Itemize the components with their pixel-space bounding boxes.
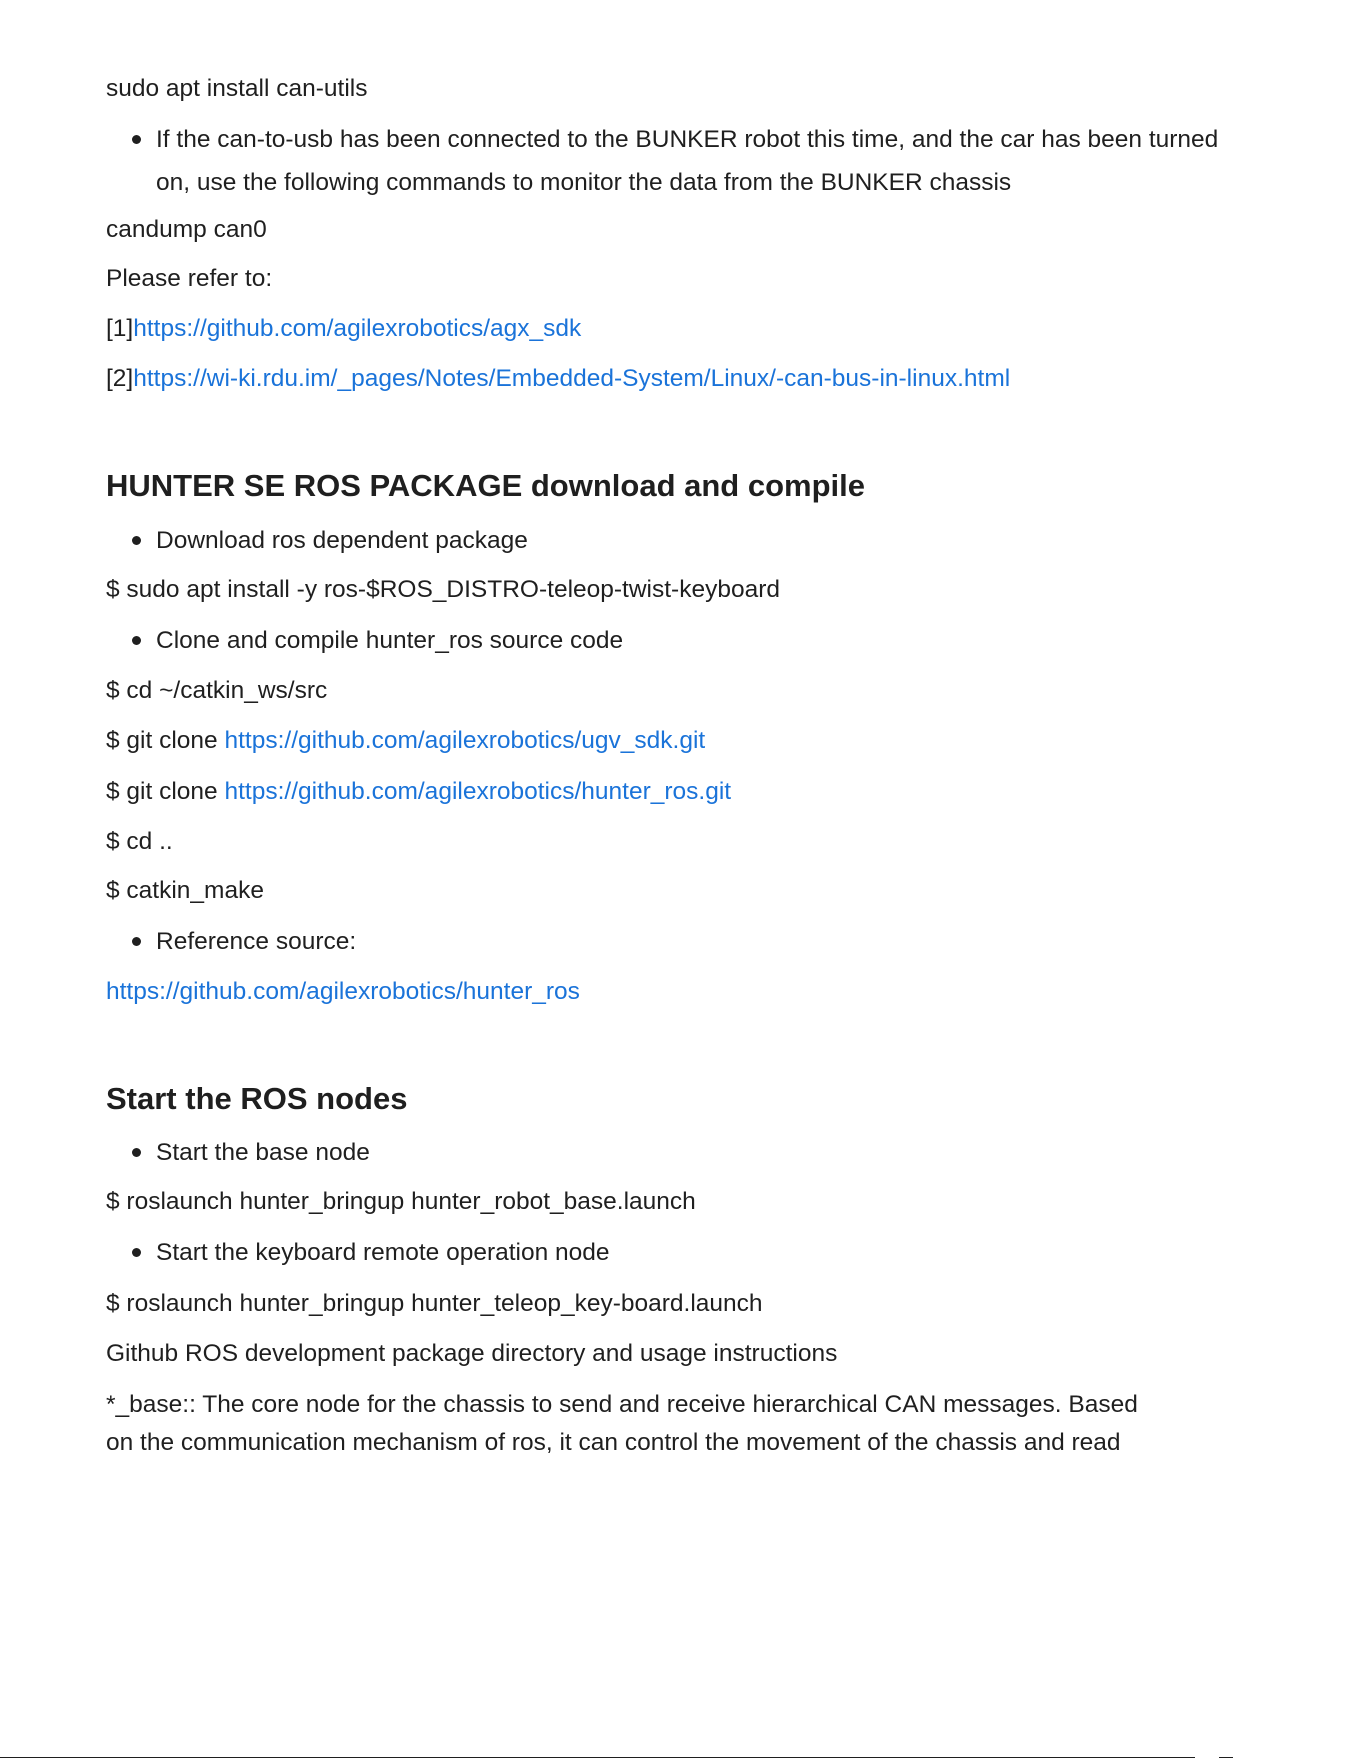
command-git-clone-ugv-sdk <box>106 719 705 762</box>
bullet-clone-compile-text: Clone and compile hunter_ros source code <box>156 627 624 654</box>
base-description-line-2: on the communication mechanism of ros, it can control the movement of the chassis and read <box>106 1429 1121 1456</box>
bullet-keyboard-node-text: Start the keyboard remote operation node <box>156 1239 610 1266</box>
base-description-line-1: *_base:: The core node for the chassis to send and receive hierarchical CAN messages. Based <box>106 1391 1138 1418</box>
reference-2 <box>106 357 1010 400</box>
hunter-ros-link[interactable]: https://github.com/agilexrobotics/hunter_ros <box>106 978 580 1005</box>
command-cd-src: $ cd ~/catkin_ws/src <box>106 677 328 704</box>
command-candump: candump can0 <box>106 216 267 243</box>
bullet-download-dependent-text: Download ros dependent package <box>156 527 528 554</box>
reference-1-prefix: [1] <box>106 315 134 342</box>
ugv-sdk-link[interactable]: https://github.com/agilexrobotics/ugv_sdk.git <box>224 727 706 754</box>
command-git-clone-hunter-ros <box>106 770 731 813</box>
heading-download-compile: HUNTER SE ROS PACKAGE download and compile <box>106 468 865 503</box>
command-roslaunch-teleop: $ roslaunch hunter_bringup hunter_teleop_key-board.launch <box>106 1290 763 1317</box>
github-instructions: Github ROS development package directory and usage instructions <box>106 1340 838 1367</box>
bullet-dot-icon <box>132 1248 141 1257</box>
command-roslaunch-base: $ roslaunch hunter_bringup hunter_robot_base.launch <box>106 1188 696 1215</box>
bullet-dot-icon <box>132 636 141 645</box>
reference-1 <box>106 307 581 350</box>
hunter-ros-reference <box>106 970 580 1013</box>
bullet-dot-icon <box>132 1148 141 1157</box>
bullet-dot-icon <box>132 135 141 144</box>
bullet-keyboard-node <box>156 1231 610 1274</box>
bullet-reference-source-text: Reference source: <box>156 928 357 955</box>
bullet-base-node-text: Start the base node <box>156 1139 370 1166</box>
bullet-dot-icon <box>132 937 141 946</box>
bullet-can-usb-text: If the can-to-usb has been connected to the BUNKER robot this time, and the car has been turned on, use the following commands to monitor the data from the BUNKER chassis <box>156 126 1219 196</box>
command-cd-up: $ cd .. <box>106 828 173 855</box>
refer-to-label: Please refer to: <box>106 265 273 292</box>
bullet-base-node <box>156 1131 370 1174</box>
bullet-clone-compile <box>156 619 623 662</box>
command-catkin-make: $ catkin_make <box>106 877 264 904</box>
git-clone-prefix: $ git clone <box>106 727 225 754</box>
command-install-teleop: $ sudo apt install -y ros-$ROS_DISTRO-teleop-twist-keyboard <box>106 576 781 603</box>
bullet-download-dependent <box>156 519 528 562</box>
reference-1-link[interactable]: https://github.com/agilexrobotics/agx_sdk <box>133 315 582 342</box>
heading-start-ros-nodes: Start the ROS nodes <box>106 1081 408 1116</box>
reference-2-link[interactable]: https://wi-ki.rdu.im/_pages/Notes/Embedded-System/Linux/-can-bus-in-linux.html <box>133 365 1011 392</box>
reference-2-prefix: [2] <box>106 365 134 392</box>
hunter-ros-git-link[interactable]: https://github.com/agilexrobotics/hunter_ros.git <box>224 778 732 805</box>
footer-rule <box>0 1757 1195 1758</box>
git-clone-prefix: $ git clone <box>106 778 225 805</box>
bullet-reference-source <box>156 920 356 963</box>
footer-mark <box>1219 1757 1233 1758</box>
command-install-can-utils: sudo apt install can-utils <box>106 75 368 102</box>
bullet-dot-icon <box>132 536 141 545</box>
bullet-can-usb <box>156 118 1246 204</box>
